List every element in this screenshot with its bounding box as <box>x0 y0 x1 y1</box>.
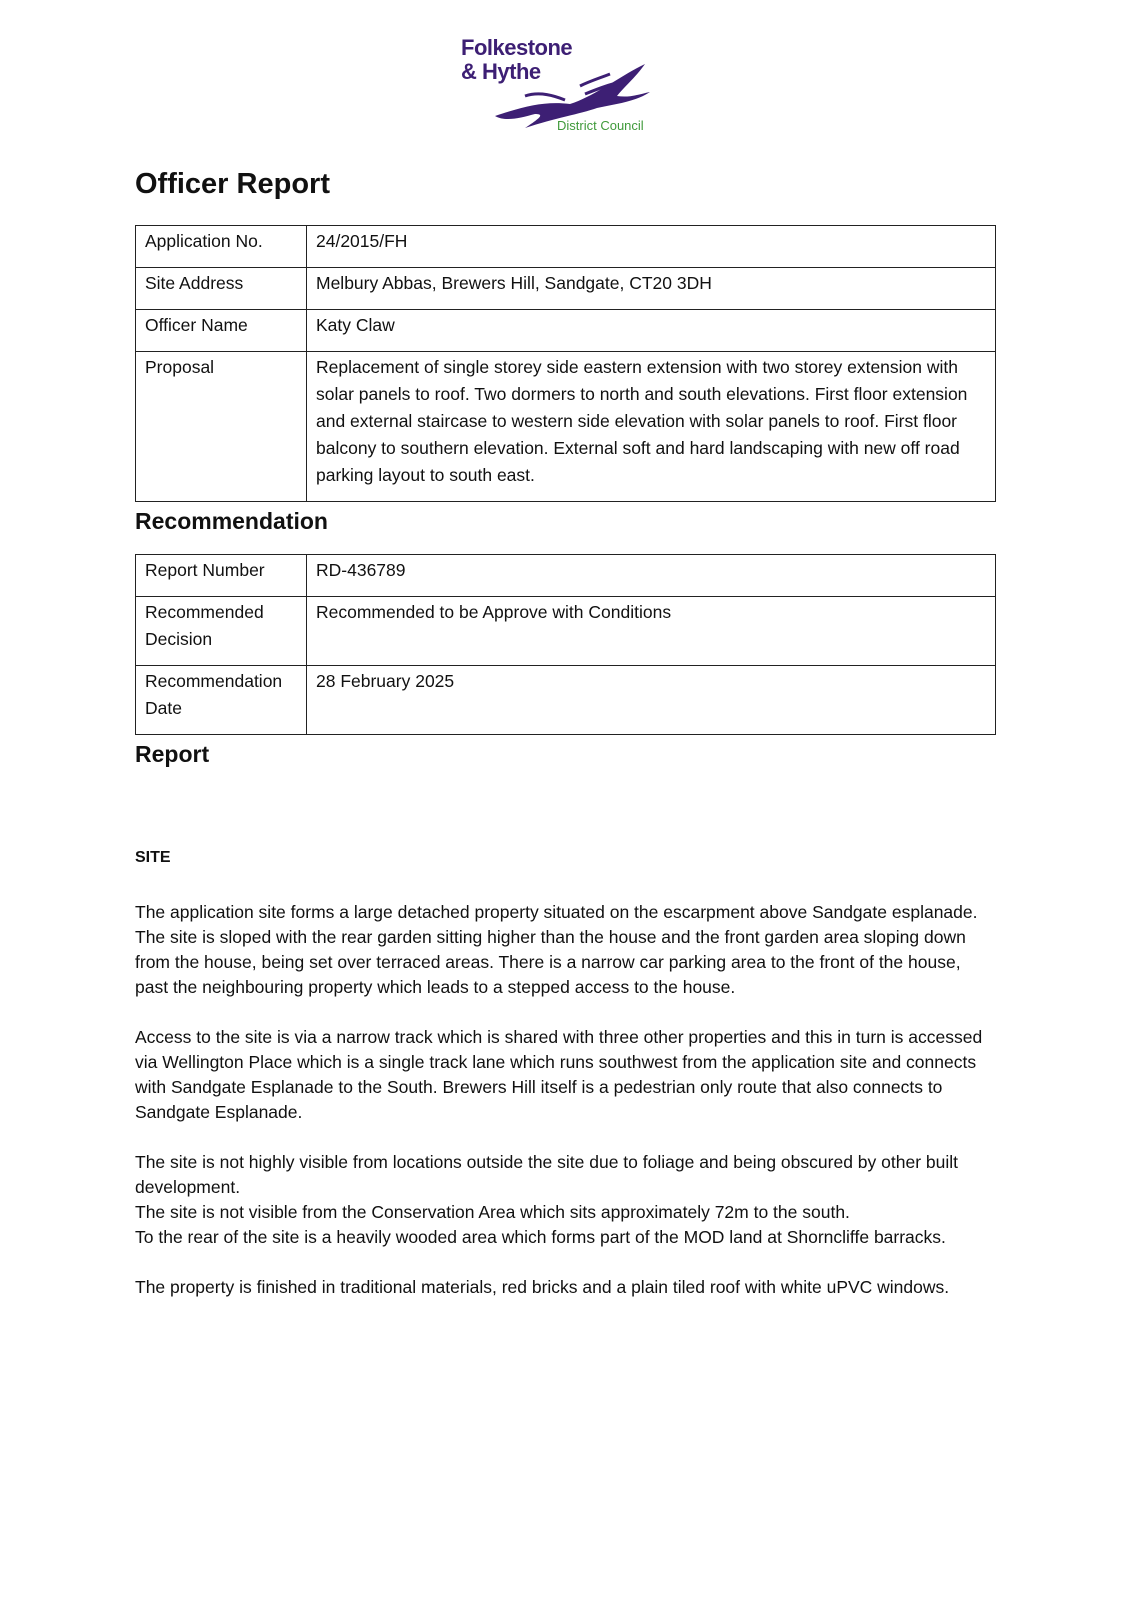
row-label: Officer Name <box>136 310 307 352</box>
row-value: RD-436789 <box>307 555 996 597</box>
site-heading: SITE <box>135 849 171 866</box>
row-value: Recommended to be Approve with Conditions <box>307 597 996 666</box>
row-value: Katy Claw <box>307 310 996 352</box>
row-label: Recommendation Date <box>136 666 307 735</box>
paragraph: The site is not visible from the Conservation Area which sits approximately 72m to the south. <box>135 1202 850 1222</box>
table-row <box>136 310 996 352</box>
table-row <box>136 226 996 268</box>
row-label: Report Number <box>136 555 307 597</box>
report-body <box>135 845 995 1325</box>
table-row <box>136 268 996 310</box>
logo-line3: District Council <box>557 118 644 133</box>
row-value: 24/2015/FH <box>307 226 996 268</box>
recommendation-heading: Recommendation <box>135 508 328 534</box>
council-logo <box>455 36 665 140</box>
recommendation-table <box>135 554 996 735</box>
table-row <box>136 666 996 735</box>
table-row <box>136 352 996 502</box>
paragraph: The site is sloped with the rear garden sitting higher than the house and the front garden area sloping down from the house, being set over terraced areas. There is a narrow car parking area to the front of the house, past the neighbouring property which leads to a stepped access to the house. <box>135 927 966 997</box>
application-table <box>135 225 996 502</box>
row-value: 28 February 2025 <box>307 666 996 735</box>
row-value: Replacement of single storey side eastern extension with two storey extension with solar panels to roof. Two dormers to north and south elevations. First floor extension and external staircase to western side elevation with solar panels to roof. First floor balcony to southern elevation. External soft and hard landscaping with new off road parking layout to south east. <box>307 352 996 502</box>
row-label: Application No. <box>136 226 307 268</box>
logo-line1: Folkestone <box>461 35 573 60</box>
logo-line2: & Hythe <box>461 59 541 84</box>
paragraph: The property is finished in traditional materials, red bricks and a plain tiled roof with white uPVC windows. <box>135 1277 950 1297</box>
page-title: Officer Report <box>135 168 330 200</box>
report-heading: Report <box>135 741 210 767</box>
row-value: Melbury Abbas, Brewers Hill, Sandgate, CT20 3DH <box>307 268 996 310</box>
table-row <box>136 555 996 597</box>
row-label: Site Address <box>136 268 307 310</box>
row-label: Proposal <box>136 352 307 502</box>
table-row <box>136 597 996 666</box>
paragraph: Access to the site is via a narrow track which is shared with three other properties and this in turn is accessed via Wellington Place which is a single track lane which runs southwest from the application site and connects with Sandgate Esplanade to the South. Brewers Hill itself is a pedestrian only route that also connects to Sandgate Esplanade. <box>135 1027 983 1122</box>
paragraph: The site is not highly visible from locations outside the site due to foliage and being obscured by other built development. <box>135 1152 958 1197</box>
row-label: Recommended Decision <box>136 597 307 666</box>
paragraph: To the rear of the site is a heavily wooded area which forms part of the MOD land at Shorncliffe barracks. <box>135 1227 946 1247</box>
paragraph: The application site forms a large detached property situated on the escarpment above Sandgate esplanade. <box>135 902 978 922</box>
